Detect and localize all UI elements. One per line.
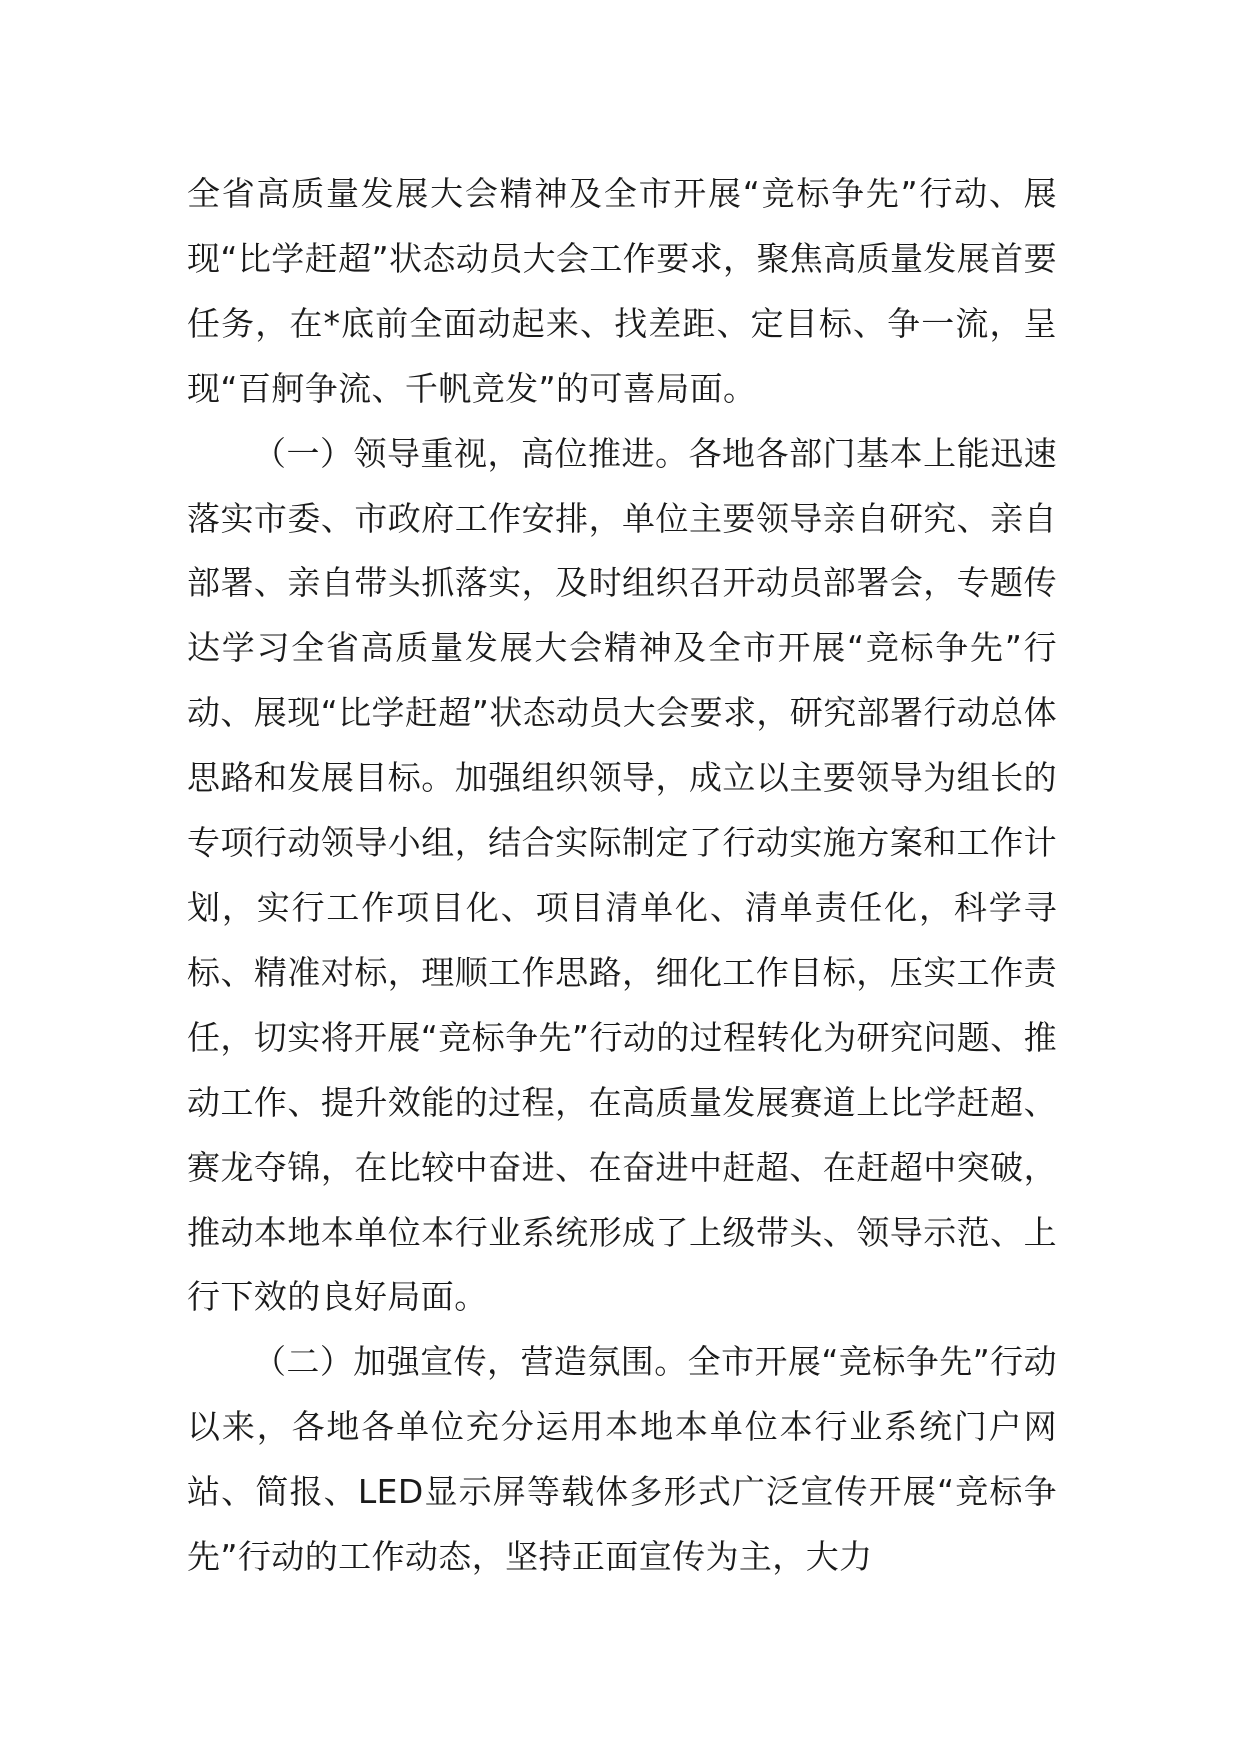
paragraph-continuation: 全省高质量发展大会精神及全市开展“竞标争先”行动、展现“比学赶超”状态动员大会工作要求，聚焦高质量发展首要任务，在*底前全面动起来、找差距、定目标、争一流，呈现“百舸争流、千帆竞发”的可喜局面。 (187, 174, 1057, 408)
paragraph-leadership: （一）领导重视，高位推进。各地各部门基本上能迅速落实市委、市政府工作安排，单位主要领导亲自研究、亲自部署、亲自带头抓落实，及时组织召开动员部署会，专题传达学习全省高质量发展大会精神及全市开展“竞标争先”行动、展现“比学赶超”状态动员大会要求，研究部署行动总体思路和发展目标。加强组织领导，成立以主要领导为组长的专项行动领导小组，结合实际制定了行动实施方案和工作计划，实行工作项目化、项目清单化、清单责任化，科学寻标、精准对标，理顺工作思路，细化工作目标，压实工作责任，切实将开展“竞标争先”行动的过程转化为研究问题、推动工作、提升效能的过程，在高质量发展赛道上比学赶超、赛龙夺锦，在比较中奋进、在奋进中赶超、在赶超中突破，推动本地本单位本行业系统形成了上级带头、领导示范、上行下效的良好局面。 (187, 433, 1057, 1317)
document-body (187, 162, 1057, 1590)
paragraph-publicity: （二）加强宣传，营造氛围。全市开展“竞标争先”行动以来，各地各单位充分运用本地本单位本行业系统门户网站、简报、LED显示屏等载体多形式广泛宣传开展“竞标争先”行动的工作动态，坚持正面宣传为主，大力 (187, 1342, 1057, 1577)
